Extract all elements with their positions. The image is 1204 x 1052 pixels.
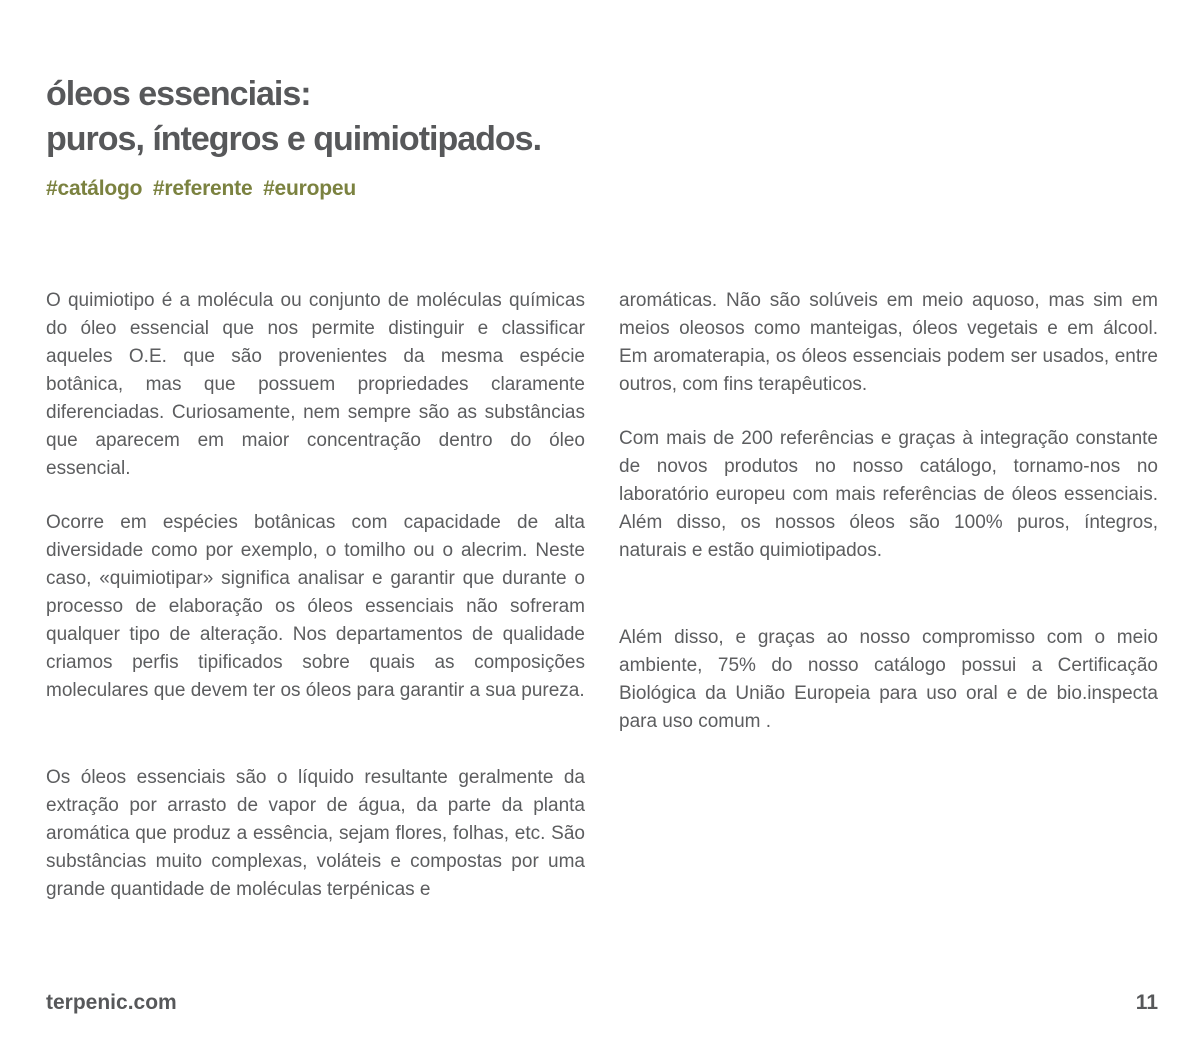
hashtag-referente: #referente: [152, 177, 253, 200]
page-number: 11: [1135, 991, 1158, 1014]
page-footer: [46, 991, 1158, 1015]
hashtag-line: [46, 177, 541, 201]
hashtag-europeu: #europeu: [263, 177, 356, 200]
paragraph-liquido-resultante: Os óleos essenciais são o líquido resultante geralmente da extração por arrasto de vapor de água, da parte da planta aromática que produz a essência, sejam flores, folhas, etc. São substâncias muito complexas, voláteis e compostas por uma grande quantidade de moléculas terpénicas e: [46, 767, 585, 900]
page-title: [46, 72, 541, 162]
paragraph-200-referencias: Com mais de 200 referências e graças à integração constante de novos produtos no nosso catálogo, tornamo-nos no laboratório europeu com mais referências de óleos essenciais. Além disso, os nossos óleos são 100% puros, íntegros, naturais e estão quimiotipados.: [619, 428, 1158, 561]
paragraph-aromaticas: aromáticas. Não são solúveis em meio aquoso, mas sim em meios oleosos como manteigas, óleos vegetais e em álcool. Em aromaterapia, os óleos essenciais podem ser usados, entre outros, com fins terapêuticos.: [619, 290, 1158, 395]
title-line-1: óleos essenciais:: [46, 75, 311, 113]
text-column-right: [619, 287, 1158, 904]
article-columns: [46, 287, 1158, 904]
paragraph-quimiotipo: O quimiotipo é a molécula ou conjunto de moléculas químicas do óleo essencial que nos permite distinguir e classificar aqueles O.E. que são provenientes da mesma espécie botânica, mas que possuem propriedades claramente diferenciadas. Curiosamente, nem sempre são as substâncias que aparecem em maior concentração dentro do óleo essencial.: [46, 290, 585, 479]
text-column-left: [46, 287, 585, 904]
paragraph-certificacao-biologica: Além disso, e graças ao nosso compromisso com o meio ambiente, 75% do nosso catálogo possui a Certificação Biológica da União Europeia para uso oral e de bio.inspecta para uso comum .: [619, 627, 1158, 732]
website-url: terpenic.com: [46, 991, 177, 1014]
title-line-2: puros, íntegros e quimiotipados.: [46, 120, 542, 158]
hashtag-catalogo: #catálogo: [46, 177, 143, 200]
page-header: [46, 72, 541, 201]
paragraph-especies-botanicas: Ocorre em espécies botânicas com capacidade de alta diversidade como por exemplo, o tomilho ou o alecrim. Neste caso, «quimiotipar» significa analisar e garantir que durante o processo de elaboração os óleos essenciais não sofreram qualquer tipo de alteração. Nos departamentos de qualidade criamos perfis tipificados sobre quais as composições moleculares que devem ter os óleos para garantir a sua pureza.: [46, 512, 585, 701]
